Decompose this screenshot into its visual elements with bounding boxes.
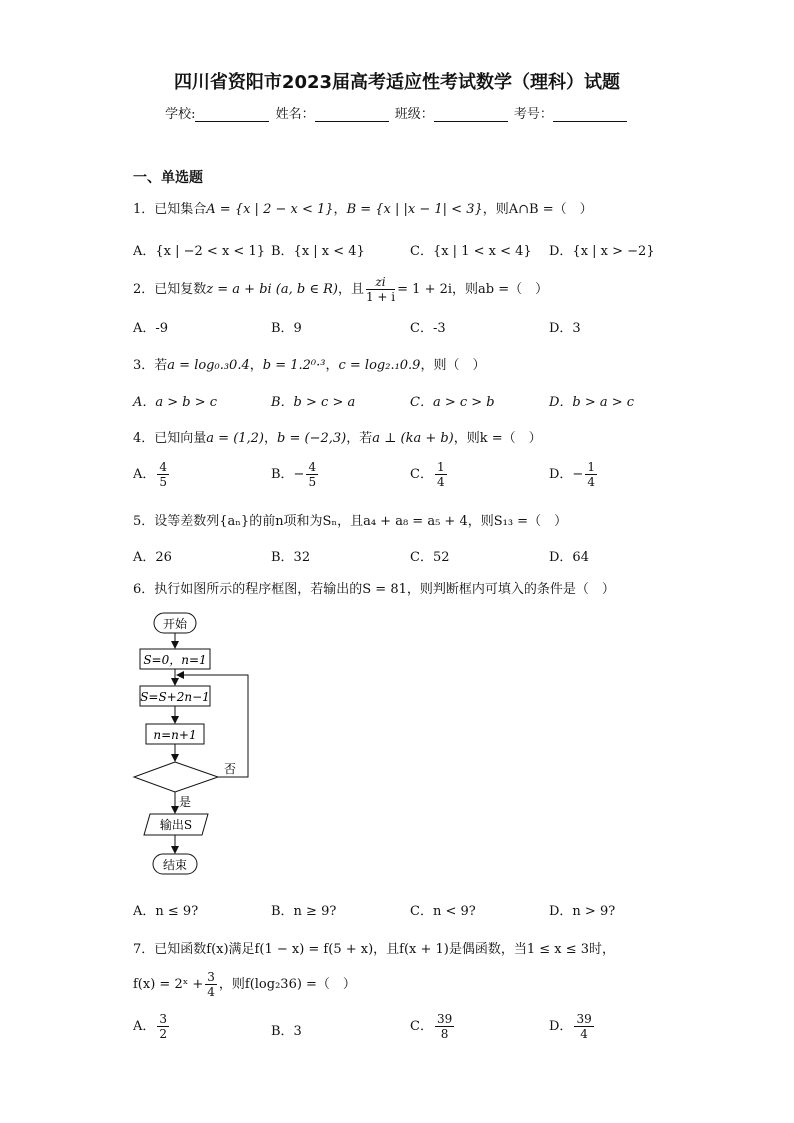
q1-set-b: B = {x | |x − 1| < 3}	[346, 202, 483, 217]
q2-option-c[interactable]: C．-3	[410, 321, 446, 336]
q3-option-c[interactable]: C．a > c > b	[410, 395, 495, 410]
q4-mid: ，若	[346, 431, 373, 446]
flow-output-label: 输出S	[159, 818, 193, 832]
q4-option-d[interactable]: D．− $\frac{1}{4}$	[549, 460, 595, 489]
q6-option-a[interactable]: A．n ≤ 9?	[133, 904, 199, 919]
q7-options	[133, 1012, 693, 1048]
flow-init-label: S=0，n=1	[143, 653, 207, 667]
q4-tail: ，则k =（ ）	[453, 431, 542, 446]
q4-stem: 4．已知向量	[133, 431, 207, 446]
q5-option-d[interactable]: D．64	[549, 550, 589, 565]
q1-option-c[interactable]: C．{x | 1 < x < 4}	[410, 244, 532, 259]
flow-step2-label: n=n+1	[153, 728, 197, 742]
q2-rhs: = 1 + 2i	[397, 282, 453, 297]
flow-step1-label: S=S+2n−1	[140, 690, 210, 704]
question-1: 1．已知集合A = {x | 2 − x < 1}，B = {x | |x − 1| < 3}，则A∩B =（ ）	[133, 202, 593, 217]
question-5: 5．设等差数列{aₙ}的前n项和为Sₙ，且a₄ + a₈ = a₅ + 4，则S₁₃ =（ ）	[133, 514, 568, 529]
student-info-fields	[0, 103, 794, 122]
class-blank[interactable]	[434, 107, 508, 122]
school-label: 学校:	[165, 107, 196, 122]
q3-a: a = log₀.₃0.4	[167, 358, 250, 373]
q3-c: c = log₂.₁0.9	[338, 358, 421, 373]
q6-options	[133, 900, 693, 926]
q6-option-d[interactable]: D．n > 9?	[549, 904, 616, 919]
q4-options	[133, 460, 693, 496]
q7-option-b[interactable]: B．3	[271, 1024, 302, 1039]
q7-option-c[interactable]: C． $\frac{39}{8}$	[410, 1012, 453, 1041]
q2-mid: ，且	[337, 282, 364, 297]
q7-option-d[interactable]: D． $\frac{39}{4}$	[549, 1012, 592, 1041]
q3-option-b[interactable]: B．b > c > a	[271, 395, 356, 410]
q2-option-d[interactable]: D．3	[549, 321, 581, 336]
q1-tail: ，则A∩B =（ ）	[482, 202, 593, 217]
q2-tail: ，则ab =（ ）	[452, 282, 549, 297]
q3-b: b = 1.2⁰·³	[262, 358, 326, 373]
flow-no-label: 否	[224, 762, 237, 776]
q6-option-b[interactable]: B．n ≥ 9?	[271, 904, 337, 919]
q3-options	[133, 391, 693, 417]
page-title: 四川省资阳市2023届高考适应性考试数学（理科）试题	[173, 72, 621, 93]
question-2	[133, 275, 548, 304]
q5-option-c[interactable]: C．52	[410, 550, 450, 565]
q1-options	[133, 240, 693, 266]
q2-complex: z = a + bi (a, b ∈ R)	[206, 282, 338, 297]
q1-stem: 1．已知集合	[133, 202, 207, 217]
question-6: 6．执行如图所示的程序框图，若输出的S = 81，则判断框内可填入的条件是（ ）	[133, 582, 615, 597]
question-3: 3．若a = log₀.₃0.4，b = 1.2⁰·³，c = log₂.₁0.9，则（ ）	[133, 358, 486, 373]
section-heading: 一、单选题	[133, 170, 203, 186]
flowchart	[130, 608, 260, 883]
question-7-line-2: f(x) = 2ˣ + $\frac{3}{4}$ ，则f(log₂36) =（ ）	[133, 970, 356, 999]
flow-end-label: 结束	[162, 858, 188, 872]
q5-option-b[interactable]: B．32	[271, 550, 311, 565]
q1-option-d[interactable]: D．{x | x > −2}	[549, 244, 655, 259]
q4-vector-a: a = (1,2)	[206, 431, 265, 446]
name-blank[interactable]	[315, 107, 389, 122]
q3-stem: 3．若	[133, 358, 168, 373]
flow-start-label: 开始	[162, 617, 188, 631]
q2-option-b[interactable]: B．9	[271, 321, 302, 336]
q3-tail: ，则（ ）	[420, 358, 486, 373]
q1-option-a[interactable]: A．{x | −2 < x < 1}	[133, 244, 265, 259]
exam-number-blank[interactable]	[553, 107, 627, 122]
class-label: 班级：	[394, 107, 434, 122]
q2-options	[133, 317, 693, 343]
flow-yes-label: 是	[179, 795, 192, 809]
q3-option-d[interactable]: D．b > a > c	[549, 395, 635, 410]
q1-set-a: A = {x | 2 − x < 1}	[206, 202, 334, 217]
q7-option-a[interactable]: A． $\frac{3}{2}$	[133, 1012, 168, 1041]
q2-fraction: $\frac{zi}{1 + i}$	[365, 275, 396, 304]
q1-option-b[interactable]: B．{x | x < 4}	[271, 244, 365, 259]
q2-stem: 2．已知复数	[133, 282, 207, 297]
flow-decision-diamond	[134, 762, 218, 792]
school-blank[interactable]	[195, 107, 269, 122]
exam-number-label: 考号：	[513, 107, 553, 122]
q4-condition: a ⊥ (ka + b)	[372, 431, 454, 446]
q2-option-a[interactable]: A．-9	[133, 321, 169, 336]
question-4: 4．已知向量a = (1,2)，b = (−2,3)，若a ⊥ (ka + b)，则k =（ ）	[133, 431, 542, 446]
question-7-line-1: 7．已知函数f(x)满足f(1 − x) = f(5 + x)，且f(x + 1)是偶函数，当1 ≤ x ≤ 3时，	[133, 942, 616, 957]
q6-option-c[interactable]: C．n < 9?	[410, 904, 476, 919]
q3-option-a[interactable]: A．a > b > c	[133, 395, 218, 410]
q4-vector-b: b = (−2,3)	[277, 431, 347, 446]
q4-option-b[interactable]: B．− $\frac{4}{5}$	[271, 460, 317, 489]
name-label: 姓名：	[275, 107, 315, 122]
q5-options	[133, 546, 693, 572]
q5-option-a[interactable]: A．26	[133, 550, 172, 565]
q4-option-c[interactable]: C． $\frac{1}{4}$	[410, 460, 445, 489]
q4-option-a[interactable]: A． $\frac{4}{5}$	[133, 460, 168, 489]
